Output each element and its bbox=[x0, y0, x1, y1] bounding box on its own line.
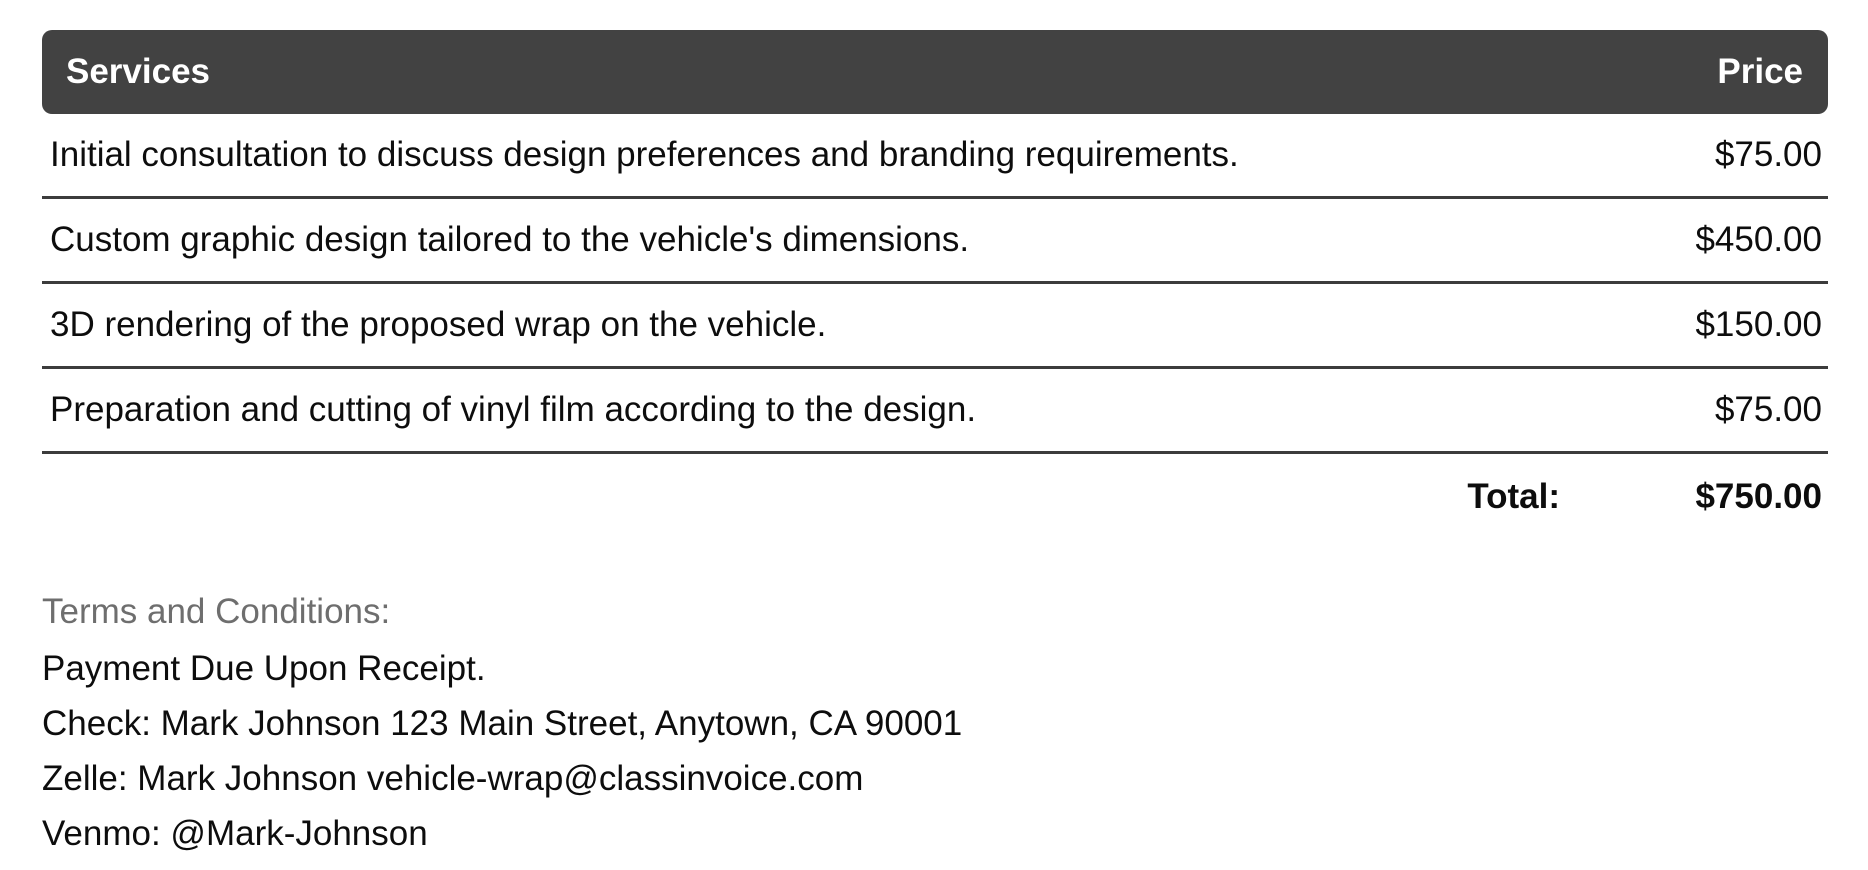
services-column-header: Services bbox=[66, 52, 211, 91]
service-description: Preparation and cutting of vinyl film according to the design. bbox=[50, 390, 977, 429]
services-table-header bbox=[42, 30, 1828, 114]
service-price: $150.00 bbox=[1695, 305, 1822, 344]
service-description: Initial consultation to discuss design preferences and branding requirements. bbox=[50, 135, 1239, 174]
terms-line-zelle: Zelle: Mark Johnson vehicle-wrap@classinvoice.com bbox=[42, 759, 864, 798]
table-row bbox=[42, 114, 1828, 199]
terms-line-check: Check: Mark Johnson 123 Main Street, Anytown, CA 90001 bbox=[42, 704, 963, 743]
service-description: Custom graphic design tailored to the vehicle's dimensions. bbox=[50, 220, 970, 259]
total-label: Total: bbox=[1467, 477, 1560, 516]
terms-line-venmo: Venmo: @Mark-Johnson bbox=[42, 814, 428, 853]
service-price: $75.00 bbox=[1714, 135, 1822, 174]
service-price: $450.00 bbox=[1695, 220, 1822, 259]
total-row bbox=[42, 454, 1828, 540]
price-column-header: Price bbox=[1717, 52, 1803, 91]
table-row bbox=[42, 199, 1828, 284]
table-row bbox=[42, 284, 1828, 369]
table-row bbox=[42, 369, 1828, 454]
invoice-document bbox=[42, 30, 1828, 861]
terms-heading: Terms and Conditions: bbox=[42, 592, 391, 631]
service-price: $75.00 bbox=[1714, 390, 1822, 429]
total-value: $750.00 bbox=[1695, 477, 1822, 516]
service-description: 3D rendering of the proposed wrap on the vehicle. bbox=[50, 305, 827, 344]
terms-and-conditions-section bbox=[42, 584, 1828, 861]
terms-line-payment: Payment Due Upon Receipt. bbox=[42, 649, 486, 688]
